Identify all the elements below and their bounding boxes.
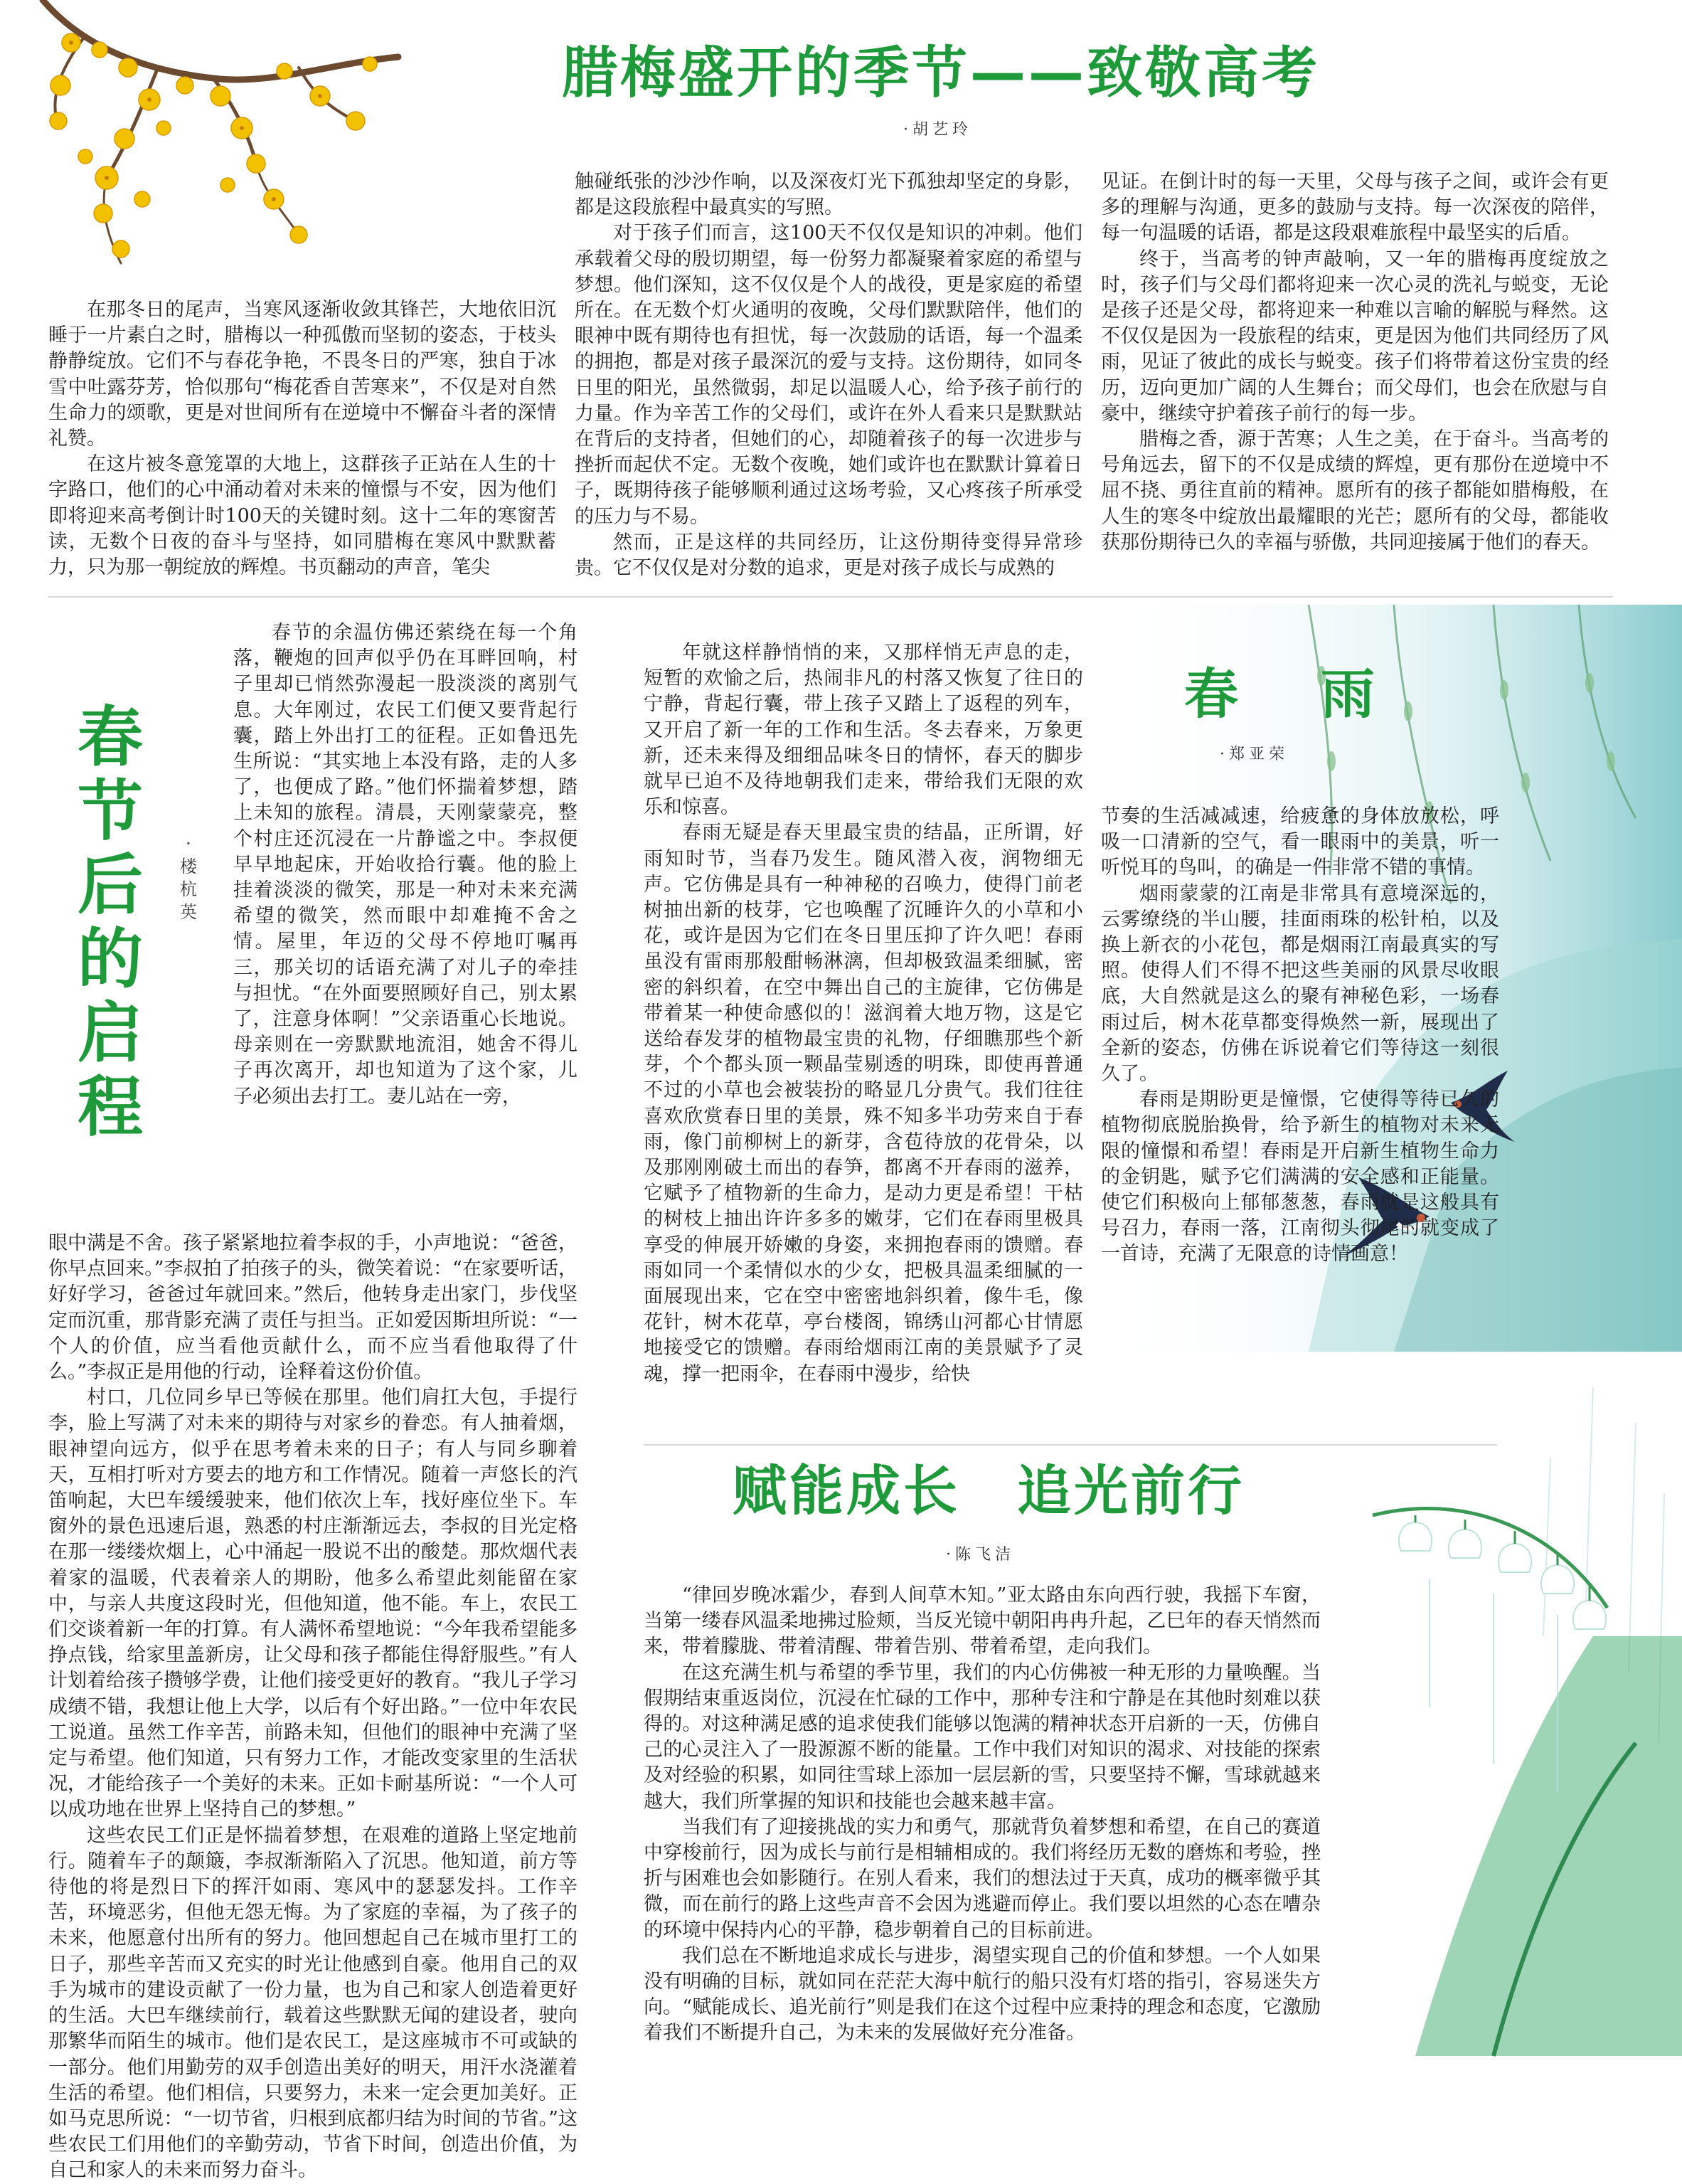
article2-title: 春节后的启程 [77,699,143,1145]
article4-title: 赋能成长 追光前行 [733,1459,1245,1522]
article1-column-1 [48,297,556,582]
paragraph: 在那冬日的尾声，当寒风逐渐收敛其锋芒，大地依旧沉睡于一片素白之时，腊梅以一种孤傲而坚韧的姿态，于枝头静静绽放。它们不与春花争艳，不畏冬日的严寒，独自于冰雪中吐露芬芳，恰似那句“梅花香自苦寒来”，不仅是对自然生命力的颂歌，更是对世间所有在逆境中不懈奋斗者的深情礼赞。 [48,299,556,450]
article3-title: 春 雨 [1184,662,1389,726]
article4-author: ·陈飞洁 [946,1546,1015,1564]
paragraph: 春节的余温仿佛还萦绕在每一个角落，鞭炮的回声似乎仍在耳畔回响，村子里却已悄然弥漫起一股淡淡的离别气息。大年刚过，农民工们便又要背起行囊，踏上外出打工的征程。正如鲁迅先生所说：“其实地上本没有路，走的人多了，也便成了路。”他们怀揣着梦想，踏上未知的旅程。清晨，天刚蒙蒙亮，整个村庄还沉浸在一片静谧之中。李叔便早早地起床，开始收拾行囊。他的脸上挂着淡淡的微笑，那是一种对未来充满希望的微笑，然而眼中却难掩不舍之情。屋里，年迈的父母不停地叮嘱再三，那关切的话语充满了对儿子的牵挂与担忧。“在外面要照顾好自己，别太累了，注意身体啊！”父亲语重心长地说。母亲则在一旁默默地流泪，她舍不得儿子再次离开，却也知道为了这个家，儿子必须出去打工。妻儿站在一旁， [233,622,577,1108]
paragraph: 在这充满生机与希望的季节里，我们的内心仿佛被一种无形的力量唤醒。当假期结束重返岗位，沉浸在忙碌的工作中，那种专注和宁静是在其他时刻难以获得的。对这种满足感的追求使我们能够以饱满的精神状态开启新的一天，仿佛自己的心灵注入了一股源源不断的能量。工作中我们对知识的渴求、对技能的探索及对经验的积累，如同往雪球上添加一层层新的雪，只要坚持不懈，雪球就越来越大，我们所掌握的知识和技能也会越来越丰富。 [644,1661,1321,1813]
paragraph: 我们总在不断地追求成长与进步，渴望实现自己的价值和梦想。一个人如果没有明确的目标，就如同在茫茫大海中航行的船只没有灯塔的指引，容易迷失方向。“赋能成长、追光前行”则是我们在这个过程中应秉持的理念和态度，它激励着我们不断提升自己，为未来的发展做好充分准备。 [644,1944,1321,2045]
paragraph: 节奏的生活减减速，给疲惫的身体放放松，呼吸一口清新的空气，看一眼雨中的美景，听一听悦耳的鸟叫，的确是一件非常不错的事情。 [1101,805,1499,879]
paragraph: 春雨是期盼更是憧憬，它使得等待已久的植物彻底脱胎换骨，给予新生的植物对未来无限的憧憬和希望！春雨是开启新生植物生命力的金钥匙，赋予它们满满的安全感和正能量。使它们积极向上郁郁葱葱，春雨就是这般具有号召力，春雨一落，江南彻头彻尾的就变成了一首诗，充满了无限意的诗情画意！ [1101,1088,1499,1266]
article1-title: 腊梅盛开的季节——致敬高考 [562,41,1321,105]
article3-author: ·郑亚荣 [1220,746,1289,763]
lily-of-the-valley-flowers [1351,1494,1664,1814]
article3-column-2 [1101,804,1499,1444]
article4-body [644,1583,1321,2067]
paragraph: 对于孩子们而言，这100天不仅仅是知识的冲刺。他们承载着父母的殷切期望，每一份努力都凝聚着家庭的希望与梦想。他们深知，这不仅仅是个人的战役，更是家庭的希望所在。在无数个灯火通明的夜晚，父母们默默陪伴，他们的眼神中既有期待也有担忧，每一次鼓励的话语，每一个温柔的拥抱，都是对孩子最深沉的爱与支持。这份期待，如同冬日里的阳光，虽然微弱，却足以温暖人心，给予孩子前行的力量。作为辛苦工作的父母们，或许在外人看来只是默默站在背后的支持者，但她们的心，却随着孩子的每一次进步与挫折而起伏不定。无数个夜晚，她们或许也在默默计算着日子，既期待孩子能够顺利通过这场考验，又心疼孩子所承受的压力与不易。 [575,222,1082,528]
paragraph: 腊梅之香，源于苦寒；人生之美，在于奋斗。当高考的号角远去，留下的不仅是成绩的辉煌，更有那份在逆境中不屈不挠、勇往直前的精神。愿所有的孩子都能如腊梅般，在人生的寒冬中绽放出最耀眼的光芒；愿所有的父母，都能收获那份期待已久的幸福与骄傲，共同迎接属于他们的春天。 [1101,428,1609,553]
article2-lower-column [48,1231,577,2182]
paragraph: 烟雨蒙蒙的江南是非常具有意境深远的，云雾缭绕的半山腰，挂面雨珠的松针柏，以及换上新衣的小花包，都是烟雨江南最真实的写照。使得人们不得不把这些美丽的风景尽收眼底，大自然就是这么的聚有神秘色彩，一场春雨过后，树木花草都变得焕然一新，展现出了全新的姿态，仿佛在诉说着它们等待这一刻很久了。 [1101,882,1499,1086]
article1-column-2 [575,169,1082,582]
paragraph: “律回岁晚冰霜少，春到人间草木知。”亚太路由东向西行驶，我摇下车窗，当第一缕春风温柔地拂过脸颊，当反光镜中朝阳冉冉升起，乙巳年的春天悄然而来，带着朦胧、带着清醒、带着告别、带着希望，走向我们。 [644,1584,1321,1658]
paragraph: 村口，几位同乡早已等候在那里。他们肩扛大包，手提行李，脸上写满了对未来的期待与对家乡的眷恋。有人抽着烟，眼神望向远方，似乎在思考着未来的日子；有人与同乡聊着天，互相打听对方要去的地方和工作情况。随着一声悠长的汽笛响起，大巴车缓缓驶来，他们依次上车，找好座位坐下。车窗外的景色迅速后退，熟悉的村庄渐渐远去，李叔的目光定格在那一缕缕炊烟上，心中涌起一股说不出的酸楚。那炊烟代表着家的温暖，代表着亲人的期盼，他多么希望此刻能留在家中，与亲人共度这段时光，但他知道，他不能。车上，农民工们交谈着新一年的打算。有人满怀希望地说：“今年我希望能多挣点钱，给家里盖新房，让父母和孩子都能住得舒服些。”有人计划着给孩子攒够学费，让他们接受更好的教育。“我儿子学习成绩不错，我想让他上大学，以后有个好出路。”一位中年农民工说道。虽然工作辛苦，前路未知，但他们的眼神中充满了坚定与希望。他们知道，只有努力工作，才能改变家里的生活状况，才能给孩子一个美好的未来。正如卡耐基所说：“一个人可以成功地在世界上坚持自己的梦想。” [48,1387,577,1821]
article2-author: ·楼杭英 [180,834,197,922]
paragraph: 在这片被冬意笼罩的大地上，这群孩子正站在人生的十字路口，他们的心中涌动着对未来的憧憬与不安，因为他们即将迎来高考倒计时100天的关键时刻。这十二年的寒窗苦读，无数个日夜的奋斗与坚持，如同腊梅在寒风中默默蓄力，只为那一朝绽放的辉煌。书页翻动的声音，笔尖 [48,453,556,579]
article1-author: ·胡艺玲 [903,121,972,139]
paragraph: 眼中满是不舍。孩子紧紧地拉着李叔的手，小声地说：“爸爸，你早点回来。”李叔拍了拍孩子的头，微笑着说：“在家要听话，好好学习，爸爸过年就回来。”然后，他转身走出家门，步伐坚定而沉重，那背影充满了责任与担当。正如爱因斯坦所说：“一个人的价值，应当看他贡献什么，而不应当看他取得了什么。”李叔正是用他的行动，诠释着这份价值。 [48,1232,577,1384]
paragraph: 这些农民工们正是怀揣着梦想，在艰难的道路上坚定地前行。随着车子的颠簸，李叔渐渐陷入了沉思。他知道，前方等待他的将是烈日下的挥汗如雨、寒风中的瑟瑟发抖。工作辛苦，环境恶劣，但他无怨无悔。为了家庭的幸福，为了孩子的未来，他愿意付出所有的努力。他回想起自己在城市里打工的日子，那些辛苦而又充实的时光让他感到自豪。他用自己的双手为城市的建设贡献了一份力量，也为自己和家人创造着更好的生活。大巴车继续前行，载着这些默默无闻的建设者，驶向那繁华而陌生的城市。他们是农民工，是这座城市不可或缺的一部分。他们用勤劳的双手创造出美好的明天，用汗水浇灌着生活的希望。他们相信，只要努力，未来一定会更加美好。正如马克思所说：“一切节省，归根到底都归结为时间的节省。”这些农民工们用他们的辛勤劳动，节省下时间，创造出价值，为自己和家人的未来而努力奋斗。 [48,1824,577,2182]
paragraph: 然而，正是这样的共同经历，让这份期待变得异常珍贵。它不仅仅是对分数的追求，更是对孩子成长与成熟的 [575,531,1082,580]
paragraph: 春雨无疑是春天里最宝贵的结晶，正所谓，好雨知时节，当春乃发生。随风潜入夜，润物细无声。它仿佛是具有一种神秘的召唤力，使得门前老树抽出新的枝芽，它也唤醒了沉睡许久的小草和小花，或许是因为它们在冬日里压抑了许久吧！春雨虽没有雷雨那般酣畅淋漓，但却极致温柔细腻，密密的斜织着，在空中舞出自己的主旋律，它仿佛是带着某一种使命感似的！滋润着大地万物，这是它送给春发芽的植物最宝贵的礼物，仔细瞧那些个新芽，个个都头顶一颗晶莹剔透的明珠，即使再普通不过的小草也会被装扮的略显几分贵气。我们往往喜欢欣赏春日里的美景，殊不知多半功劳来自于春雨，像门前柳树上的新芽，含苞待放的花骨朵，以及那刚刚破土而出的春笋，都离不开春雨的滋养，它赋予了植物新的生命力，是动力更是希望！干枯的树枝上抽出许许多多的嫩芽，它们在春雨里极具享受的伸展开娇嫩的身姿，来拥抱春雨的馈赠。春雨如同一个柔情似水的少女，把极具温柔细腻的一面展现出来，它在空中密密地斜织着，像牛毛，像花针，树木花草，亭台楼阁，锦绣山河都心甘情愿地接受它的馈赠。春雨给烟雨江南的美景赋予了灵魂，撑一把雨伞，在春雨中漫步，给快 [644,822,1083,1385]
paragraph: 当我们有了迎接挑战的实力和勇气，那就背负着梦想和希望，在自己的赛道中穿梭前行，因为成长与前行是相辅相成的。我们将经历无数的磨炼和考验，挫折与困难也会如影随行。在别人看来，我们的想法过于天真，成功的概率微乎其微，而在前行的路上这些声音不会因为逃避而停止。我们要以坦然的心态在嘈杂的环境中保持内心的平静，稳步朝着自己的目标前进。 [644,1815,1321,1941]
paragraph: 年就这样静悄悄的来，又那样悄无声息的走，短暂的欢愉之后，热闹非凡的村落又恢复了往日的宁静，背起行囊，带上孩子又踏上了返程的列车，又开启了新一年的工作和生活。冬去春来，万象更新，还未来得及细细品味冬日的情怀，春天的脚步就早已迫不及待地朝我们走来，带给我们无限的欢乐和惊喜。 [644,642,1083,819]
article3-column-1 [644,640,1083,1437]
article2-upper-column [233,620,577,1225]
article1-column-3 [1101,169,1609,582]
section-divider [48,596,1613,598]
paragraph: 见证。在倒计时的每一天里，父母与孩子之间，或许会有更多的理解与沟通，更多的鼓励与支持。每一次深夜的陪伴，每一句温暖的话语，都是这段艰难旅程中最坚实的后盾。 [1101,171,1609,245]
paragraph: 触碰纸张的沙沙作响，以及深夜灯光下孤独却坚定的身影，都是这段旅程中最真实的写照。 [575,171,1082,219]
section-divider [644,1444,1497,1446]
paragraph: 终于，当高考的钟声敲响，又一年的腊梅再度绽放之时，孩子们与父母们都将迎来一次心灵的洗礼与蜕变，无论是孩子还是父母，都将迎来一种难以言喻的解脱与释然。这不仅仅是因为一段旅程的结束，更是因为他们共同经历了风雨，见证了彼此的成长与蜕变。孩子们将带着这份宝贵的经历，迈向更加广阔的人生舞台；而父母们，也会在欣慰与自豪中，继续守护着孩子前行的每一步。 [1101,248,1609,425]
plum-blossom-branch-illustration [0,0,412,285]
